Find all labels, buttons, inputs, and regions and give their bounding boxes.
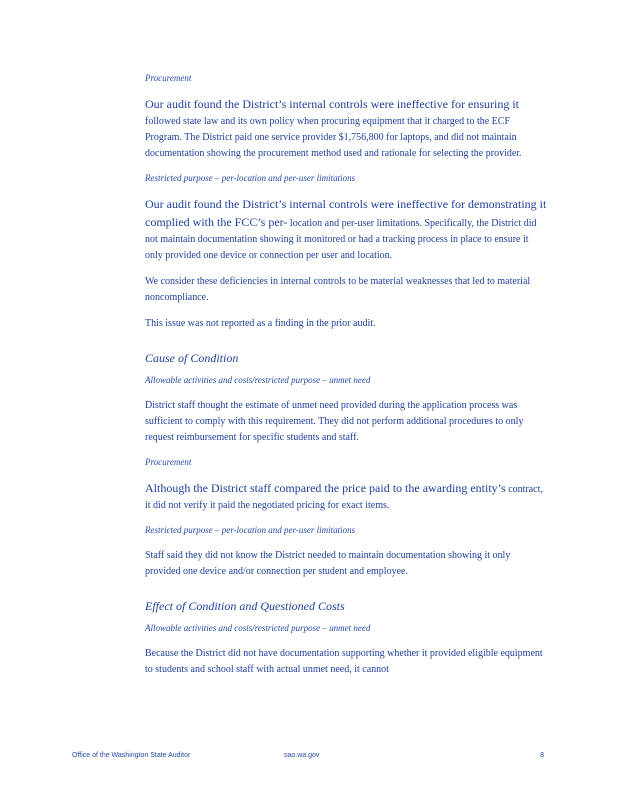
paragraph-lead-sentence: Our audit found the District’s internal controls were ineffective for ensuring it bbox=[145, 97, 520, 111]
paragraph bbox=[145, 196, 547, 264]
paragraph: Because the District did not have documentation supporting whether it provided eligible equipment to students and school staff with actual unmet need, it cannot bbox=[145, 648, 543, 675]
subsection-label: Procurement bbox=[145, 457, 192, 467]
paragraph bbox=[145, 96, 547, 162]
footer-website: sao.wa.gov bbox=[284, 752, 320, 759]
section-heading: Effect of Condition and Questioned Costs bbox=[145, 599, 345, 613]
page-footer bbox=[72, 752, 544, 764]
footer-office: Office of the Washington State Auditor bbox=[72, 752, 191, 759]
section-heading: Cause of Condition bbox=[145, 351, 239, 365]
paragraph bbox=[145, 480, 547, 514]
page-content bbox=[145, 72, 547, 688]
subsection-label: Allowable activities and costs/restricted purpose – unmet need bbox=[145, 375, 371, 385]
subsection-label: Restricted purpose – per-location and per-user limitations bbox=[145, 173, 356, 183]
subsection-label: Allowable activities and costs/restricted purpose – unmet need bbox=[145, 623, 371, 633]
paragraph-text: location and per-user limitations. Specifically, the District did not maintain documentation showing it monitored or had a tracking process in place to ensure it only provided one device or connection per user and location. bbox=[145, 218, 537, 261]
paragraph: Staff said they did not know the District needed to maintain documentation showing it only provided one device and/or connection per student and employee. bbox=[145, 550, 511, 577]
paragraph-text: contract, it did not verify it paid the negotiated pricing for exact items. bbox=[145, 484, 543, 511]
subsection-label: Restricted purpose – per-location and per-user limitations bbox=[145, 525, 356, 535]
paragraph: We consider these deficiencies in internal controls to be material weaknesses that led to material noncompliance. bbox=[145, 276, 531, 303]
paragraph-lead-sentence: Although the District staff compared the price paid to the awarding entity’s bbox=[145, 481, 506, 495]
paragraph: This issue was not reported as a finding in the prior audit. bbox=[145, 318, 376, 329]
paragraph-lead-sentence: Our audit found the District’s internal controls were ineffective for demonstrating it complied with the FCC’s per- bbox=[145, 197, 547, 229]
paragraph: District staff thought the estimate of unmet need provided during the application process was sufficient to comply with this requirement. They did not perform additional procedures to only request reimbursement for specific students and staff. bbox=[145, 400, 524, 443]
subsection-label: Procurement bbox=[145, 73, 192, 83]
paragraph-text: followed state law and its own policy when procuring equipment that it charged to the ECF Program. The District paid one service provider $1,756,800 for laptops, and did not maintain documentation showing the procurement method used and rationale for selecting the provider. bbox=[145, 116, 522, 159]
page-number: 8 bbox=[540, 752, 544, 759]
